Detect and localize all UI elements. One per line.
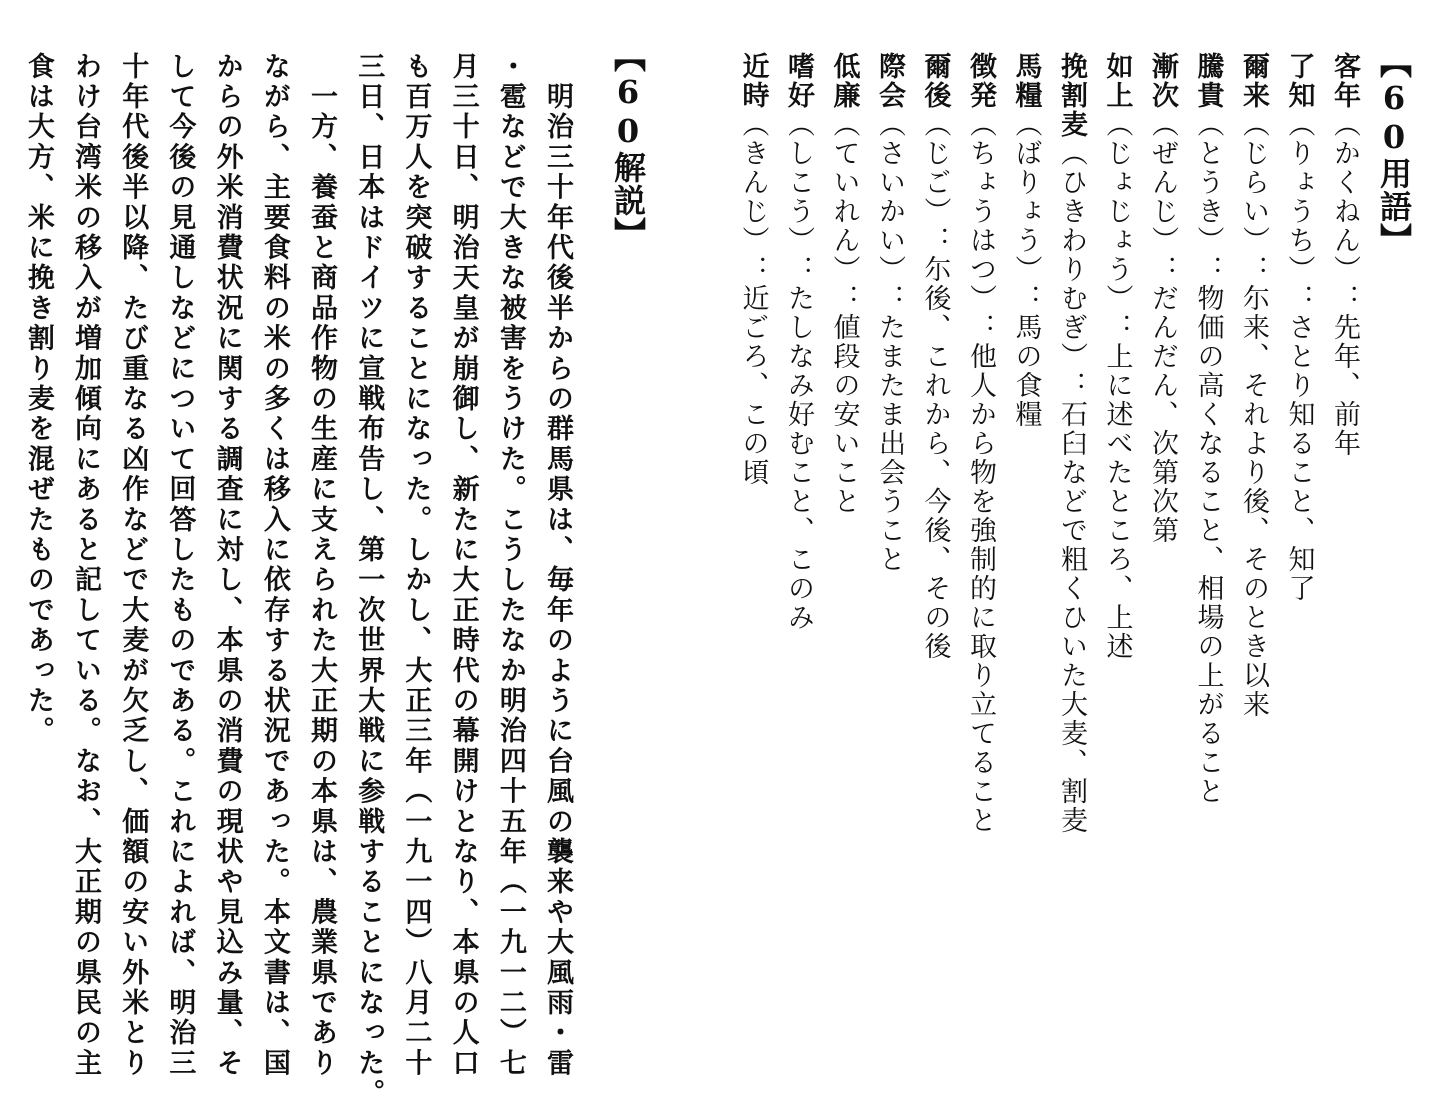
glossary-term: 爾来 <box>1238 52 1269 110</box>
glossary-item <box>919 52 951 661</box>
glossary-separator: ： <box>737 255 769 284</box>
glossary-item <box>1192 52 1224 806</box>
glossary-reading: （しこう） <box>783 110 814 255</box>
commentary-line: 一方、養蚕と商品作物の生産に支えられた大正期の本県は、農業県であり <box>306 52 337 1079</box>
glossary-meaning: たまたま出会うこと <box>874 313 905 574</box>
glossary-meaning: 近ごろ、この頃 <box>737 284 769 487</box>
glossary-item <box>737 52 769 487</box>
glossary-reading: （じご） <box>919 110 951 226</box>
glossary-meaning: たしなみ好むこと、このみ <box>783 284 814 632</box>
commentary-line: からの外米消費状況に関する調査に対し、本県の消費の現状や見込み量、そ <box>211 52 243 1079</box>
glossary-meaning: さとり知ること、知了 <box>1283 313 1315 603</box>
glossary-item <box>967 52 994 835</box>
glossary-separator: ： <box>1283 284 1315 313</box>
glossary-term: 漸次 <box>1147 52 1178 110</box>
glossary-separator: ： <box>1238 255 1269 284</box>
glossary-separator: ： <box>1329 284 1360 313</box>
glossary-separator: ： <box>1147 255 1178 284</box>
commentary-line: も百万人を突破することになった。しかし、大正三年（一九一四）八月二十 <box>400 52 432 1079</box>
glossary-reading: （とうき） <box>1192 110 1224 255</box>
glossary-reading: （さいかい） <box>874 110 905 284</box>
glossary-meaning: 尓来、それより後、そのとき以来 <box>1238 284 1269 719</box>
glossary-reading: （ていれん） <box>828 110 860 284</box>
glossary-separator: ： <box>828 284 860 313</box>
glossary-separator: ： <box>919 226 951 255</box>
glossary-heading: 【60用語】 <box>1375 46 1413 256</box>
glossary-term: 如上 <box>1101 52 1133 110</box>
glossary-item <box>1149 52 1176 545</box>
glossary-term: 了知 <box>1283 52 1315 110</box>
glossary-item <box>828 52 860 516</box>
commentary-line: 三日、日本はドイツに宣戦布告し、第一次世界大戦に参戦することになった。 <box>353 52 385 1109</box>
glossary-reading: （かくねん） <box>1329 110 1360 284</box>
glossary-term: 低廉 <box>828 52 860 110</box>
glossary-separator: ： <box>874 284 905 313</box>
glossary-term: 際会 <box>874 52 905 110</box>
glossary-reading: （ばりょう） <box>1010 110 1042 284</box>
glossary-term: 客年 <box>1329 52 1360 110</box>
commentary-line: して今後の見通しなどについて回答したものである。これによれば、明治三 <box>164 52 196 1079</box>
glossary-meaning: 石臼などで粗くひいた大麦、割麦 <box>1056 400 1087 835</box>
glossary-separator: ： <box>1056 371 1087 400</box>
glossary-item <box>1010 52 1042 429</box>
glossary-reading: （りょうち） <box>1283 110 1315 284</box>
glossary-meaning: 値段の安いこと <box>828 313 860 516</box>
glossary-reading: （ひきわりむぎ） <box>1056 139 1087 371</box>
commentary-line: 十年代後半以降、たび重なる凶作などで大麦が欠乏し、価額の安い外米とり <box>117 52 149 1079</box>
glossary-separator: ： <box>1010 284 1042 313</box>
glossary-item <box>1331 52 1358 458</box>
commentary-line: わけ台湾米の移入が増加傾向にあると記している。なお、大正期の県民の主 <box>70 52 101 1079</box>
glossary-meaning: 他人から物を強制的に取り立てること <box>965 342 996 835</box>
glossary-meaning: 先年、前年 <box>1329 313 1360 458</box>
glossary-meaning: 馬の食糧 <box>1010 313 1042 429</box>
glossary-item <box>1101 52 1133 661</box>
glossary-item <box>1240 52 1267 719</box>
commentary-heading: 【60解説】 <box>609 40 647 250</box>
glossary-term: 近時 <box>737 52 769 110</box>
glossary-meaning: 上に述べたところ、上述 <box>1101 342 1133 661</box>
glossary-meaning: 物価の高くなること、相場の上がること <box>1192 284 1224 806</box>
glossary-term: 嗜好 <box>783 52 814 110</box>
commentary-line: ながら、主要食料の米の多くは移入に依存する状況であった。本文書は、国 <box>258 52 290 1079</box>
commentary-line: 食は大方、米に挽き割り麦を混ぜたものであった。 <box>22 52 54 747</box>
glossary-term: 爾後 <box>919 52 951 110</box>
glossary-meaning: だんだん、次第次第 <box>1147 284 1178 545</box>
glossary-separator: ： <box>783 255 814 284</box>
glossary-reading: （ちょうはつ） <box>965 110 996 313</box>
glossary-term: 挽割麦 <box>1056 52 1087 139</box>
glossary-reading: （じょじょう） <box>1101 110 1133 313</box>
glossary-reading: （じらい） <box>1238 110 1269 255</box>
glossary-item <box>1058 52 1085 835</box>
glossary-term: 騰貴 <box>1192 52 1224 110</box>
glossary-reading: （きんじ） <box>737 110 769 255</box>
glossary-meaning: 尓後、これから、今後、その後 <box>919 255 951 661</box>
glossary-item <box>1283 52 1315 603</box>
glossary-separator: ： <box>1101 313 1133 342</box>
glossary-item <box>876 52 903 574</box>
glossary-separator: ： <box>1192 255 1224 284</box>
glossary-reading: （ぜんじ） <box>1147 110 1178 255</box>
glossary-term: 馬糧 <box>1010 52 1042 110</box>
glossary-term: 徴発 <box>965 52 996 110</box>
commentary-line: 明治三十年代後半からの群馬県は、毎年のように台風の襲来や大風雨・雷 <box>542 52 573 1079</box>
commentary-line: ・雹などで大きな被害をうけた。こうしたなか明治四十五年（一九一二）七 <box>494 52 526 1079</box>
commentary-line: 月三十日、明治天皇が崩御し、新たに大正時代の幕開けとなり、本県の人口 <box>447 52 479 1079</box>
glossary-separator: ： <box>965 313 996 342</box>
glossary-item <box>785 52 812 632</box>
